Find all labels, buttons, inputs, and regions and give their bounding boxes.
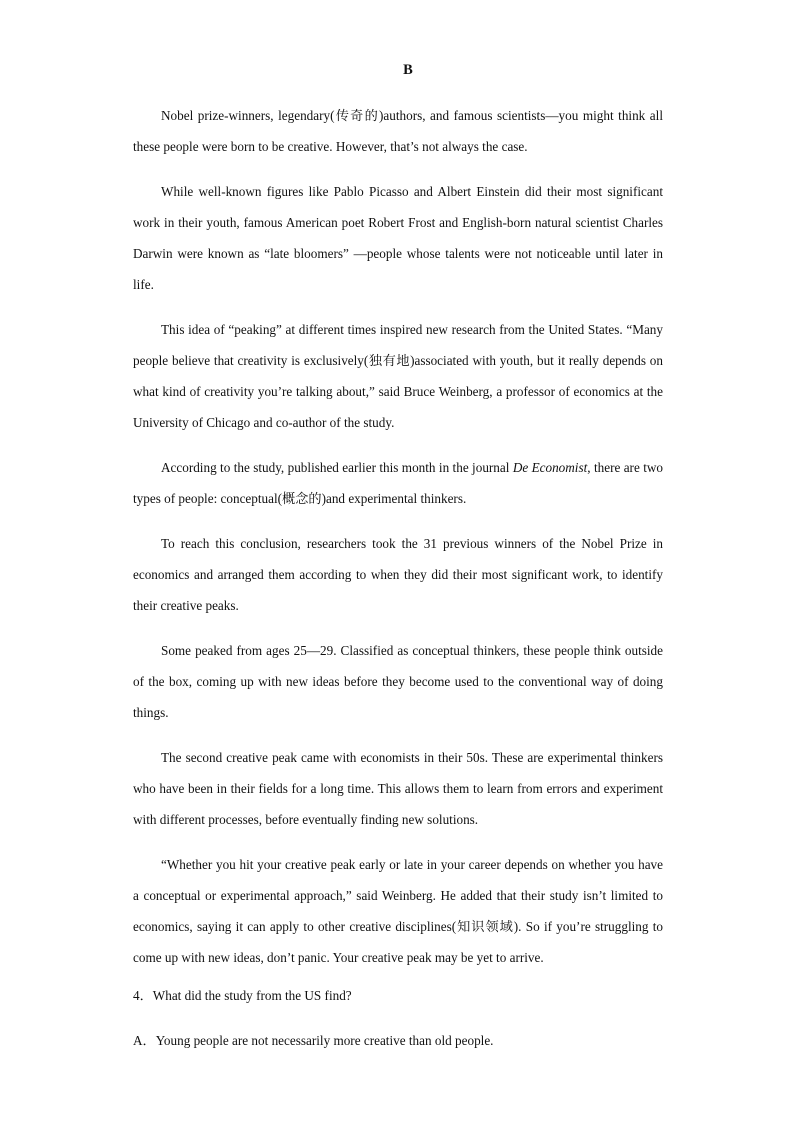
question-4: 4．What did the study from the US find? <box>133 988 352 1003</box>
paragraph-7: The second creative peak came with economists in their 50s. These are experimental thinkers who have been in their fields for a long time. This allows them to learn from errors and experiment with different processes, before eventually finding new solutions. <box>133 750 663 827</box>
option-a: A．Young people are not necessarily more creative than old people. <box>133 1033 494 1048</box>
paragraph-4-before: According to the study, published earlier this month in the journal <box>161 460 513 475</box>
paragraph-8: “Whether you hit your creative peak early or late in your career depends on whether you have a conceptual or experimental approach,” said Weinberg. He added that their study isn’t limited to economics, saying it can apply to other creative disciplines(知识领域). So if you’re struggling to come up with new ideas, don’t panic. Your creative peak may be yet to arrive. <box>133 857 663 965</box>
paragraph-4 <box>133 452 663 514</box>
paragraph-4-after: , there are two types of people: conceptual(概念的)and experimental thinkers. <box>133 460 663 506</box>
paragraph-3: This idea of “peaking” at different times inspired new research from the United States. “Many people believe that creativity is exclusively(独有地)associated with youth, but it really depends on what kind of creativity you’re talking about,” said Bruce Weinberg, a professor of economics at the University of Chicago and co-author of the study. <box>133 322 663 430</box>
passage-body <box>133 100 663 973</box>
paragraph-5: To reach this conclusion, researchers took the 31 previous winners of the Nobel Prize in economics and arranged them according to when they did their most significant work, to identify their creative peaks. <box>133 536 663 613</box>
journal-name: De Economist <box>512 460 588 475</box>
paragraph-1: Nobel prize-winners, legendary(传奇的)authors, and famous scientists—you might think all these people were born to be creative. However, that’s not always the case. <box>133 108 663 154</box>
paragraph-2: While well-known figures like Pablo Picasso and Albert Einstein did their most significant work in their youth, famous American poet Robert Frost and English-born natural scientist Charles Darwin were known as “late bloomers” —people whose talents were not noticeable until later in life. <box>133 184 663 292</box>
paragraph-6: Some peaked from ages 25—29. Classified as conceptual thinkers, these people think outside of the box, coming up with new ideas before they become used to the conventional way of doing things. <box>133 643 663 720</box>
passage-heading: B <box>403 62 413 78</box>
